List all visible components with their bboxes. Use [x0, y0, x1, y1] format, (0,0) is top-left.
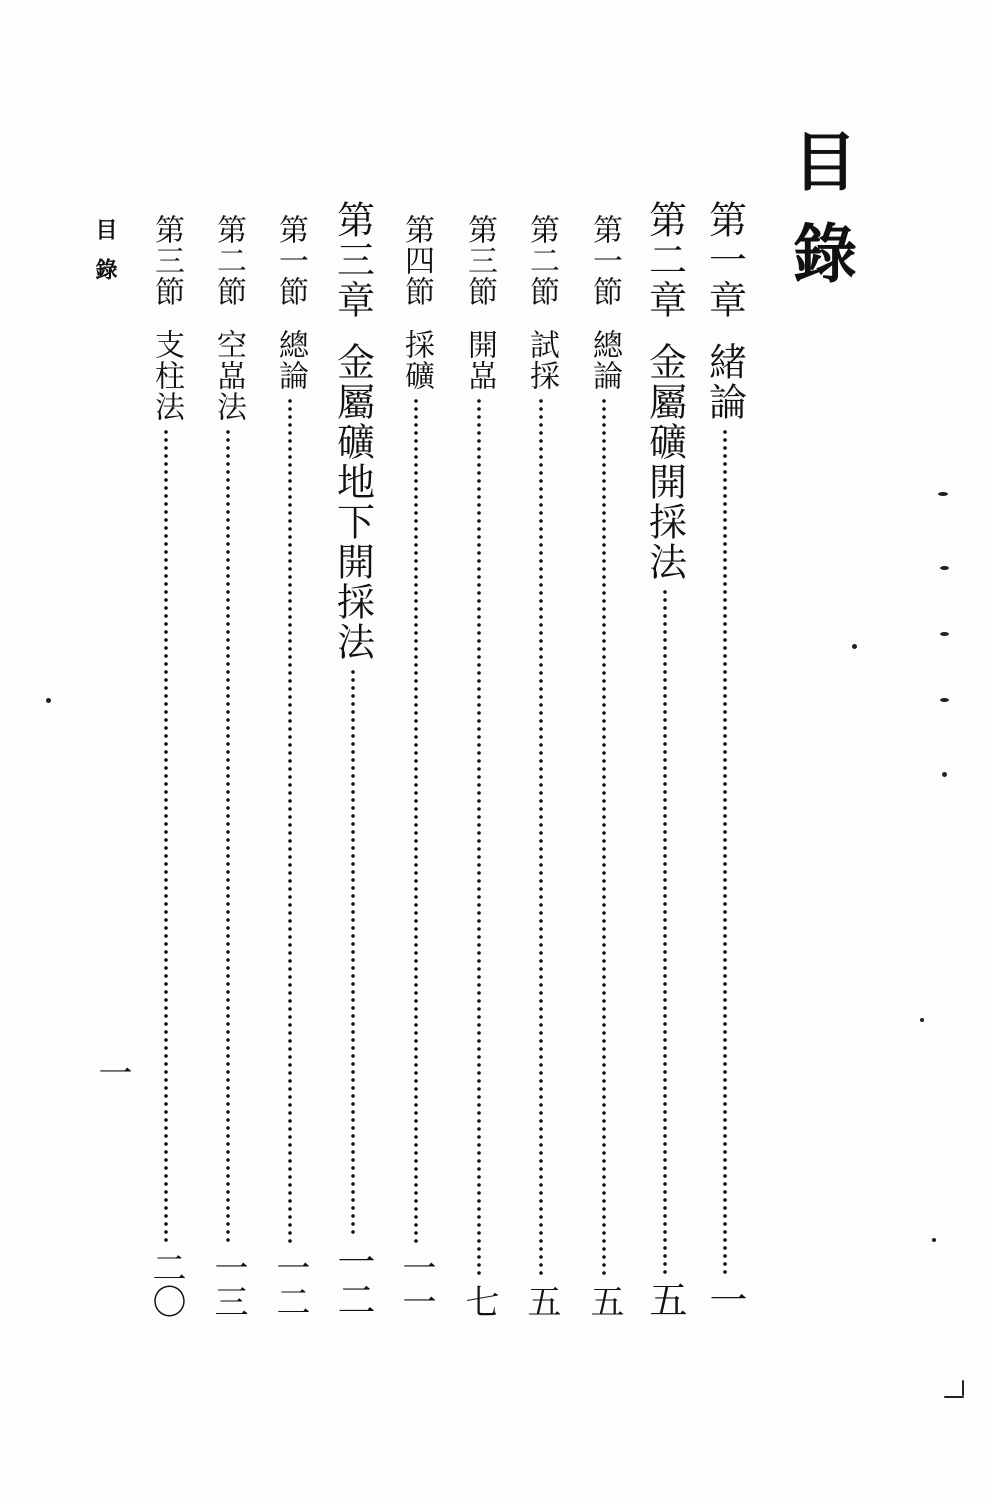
toc-entry-chapter-2[interactable]	[640, 200, 690, 1318]
toc-entry-title: 金屬礦地下開採法	[330, 342, 375, 662]
toc-entry-title: 開嵓	[462, 329, 497, 391]
scan-speck	[932, 1238, 936, 1242]
scan-speck	[942, 772, 947, 777]
scan-speck	[944, 1396, 964, 1398]
dot-leader	[288, 397, 292, 1244]
toc-entry-page: 一二	[331, 1242, 375, 1318]
scan-speck	[962, 1380, 964, 1396]
toc-entry-label	[519, 214, 563, 391]
toc-entry-number: 第二章	[642, 200, 687, 320]
toc-entry-title: 支柱法	[149, 329, 184, 422]
toc-entry-number: 第一節	[273, 214, 308, 307]
toc-entry-page: 五	[521, 1284, 561, 1318]
dot-leader	[663, 588, 667, 1274]
dot-leader	[414, 397, 418, 1244]
toc-entry-label	[268, 214, 312, 391]
toc-entry-page: 一	[703, 1280, 747, 1318]
toc-entry-number: 第一章	[702, 200, 747, 320]
toc-entry-ch2-section-4[interactable]	[394, 214, 438, 1318]
page-title: 目錄	[782, 128, 857, 312]
toc-entry-title: 緒論	[702, 342, 747, 422]
scan-speck	[46, 698, 51, 703]
toc-entry-label	[457, 214, 501, 391]
toc-entry-ch3-section-2[interactable]	[206, 214, 250, 1318]
scan-speck	[938, 492, 948, 496]
scan-speck	[940, 698, 949, 702]
dot-leader	[164, 428, 168, 1244]
toc-entry-page: 一三	[208, 1250, 248, 1318]
toc-entry-number: 第二節	[524, 214, 559, 307]
toc-entry-ch2-section-2[interactable]	[519, 214, 563, 1318]
running-head: 目錄	[92, 218, 118, 298]
toc-entry-page: 一一	[396, 1250, 436, 1318]
dot-leader	[723, 428, 727, 1274]
toc-entry-label	[144, 214, 188, 422]
dot-leader	[602, 397, 606, 1278]
toc-entry-number: 第三節	[462, 214, 497, 307]
toc-entry-ch2-section-1[interactable]	[582, 214, 626, 1318]
toc-entry-page: 五	[643, 1280, 687, 1318]
dot-leader	[226, 428, 230, 1244]
toc-entry-label	[394, 214, 438, 391]
toc-entry-ch3-section-3[interactable]	[144, 214, 188, 1318]
toc-entry-chapter-3[interactable]	[328, 200, 378, 1318]
dot-leader	[539, 397, 543, 1278]
toc-entry-label	[326, 200, 381, 662]
dot-leader	[477, 397, 481, 1278]
toc-entry-page: 五	[584, 1284, 624, 1318]
toc-entry-page: 二〇	[146, 1250, 186, 1318]
toc-entry-ch3-section-1[interactable]	[268, 214, 312, 1318]
toc-entry-number: 第二節	[211, 214, 246, 307]
toc-entry-chapter-1[interactable]	[700, 200, 750, 1318]
toc-entry-title: 總論	[587, 329, 622, 391]
toc-entry-label	[582, 214, 626, 391]
toc-entry-title: 試採	[524, 329, 559, 391]
toc-entry-title: 採礦	[399, 329, 434, 391]
toc-entry-page: 一二	[270, 1250, 310, 1318]
scan-speck	[920, 1018, 924, 1022]
toc-entry-label	[698, 200, 753, 422]
page-number: 一	[92, 1055, 132, 1089]
toc-entry-number: 第三節	[149, 214, 184, 307]
toc-entry-title: 空嵓法	[211, 329, 246, 422]
scan-speck	[940, 566, 949, 570]
toc-entry-title: 總論	[273, 329, 308, 391]
scan-speck	[940, 632, 949, 636]
toc-entry-number: 第四節	[399, 214, 434, 307]
toc-entry-title: 金屬礦開採法	[642, 342, 687, 582]
toc-entry-page: 七	[459, 1284, 499, 1318]
toc-entry-number: 第一節	[587, 214, 622, 307]
toc-entry-number: 第三章	[330, 200, 375, 320]
scan-speck	[852, 644, 857, 649]
toc-entry-ch2-section-3[interactable]	[457, 214, 501, 1318]
toc-entry-label	[206, 214, 250, 422]
toc-entry-label	[638, 200, 693, 582]
dot-leader	[351, 668, 355, 1236]
